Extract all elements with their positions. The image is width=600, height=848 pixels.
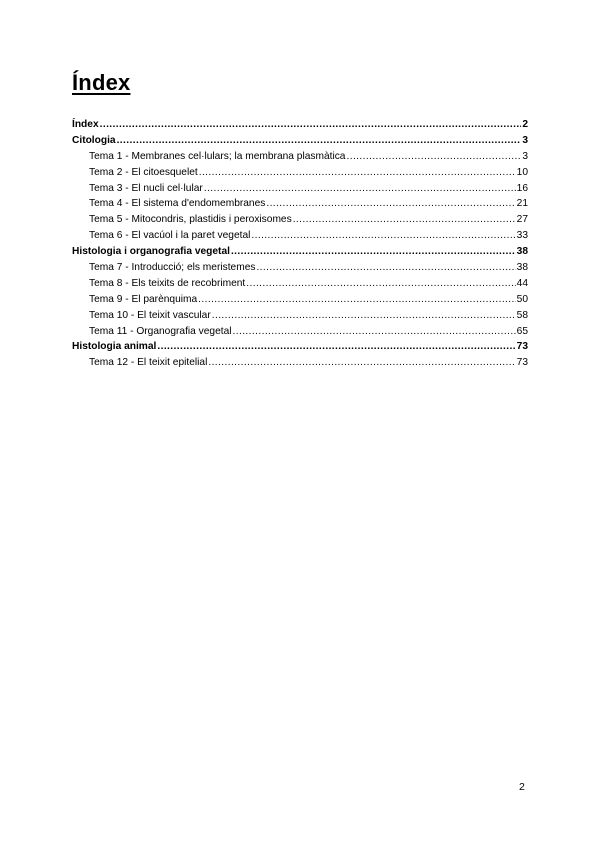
toc-entry-tema-5[interactable] xyxy=(72,212,528,228)
toc-entry-label: Tema 1 - Membranes cel·lulars; la membrana plasmàtica xyxy=(89,150,346,162)
toc-entry-tema-10[interactable] xyxy=(72,308,528,324)
toc-entry-label: Histologia animal xyxy=(72,341,157,353)
toc-entry-page: 44 xyxy=(516,277,528,289)
page-title: Índex xyxy=(72,70,131,95)
toc-entry-tema-3[interactable] xyxy=(72,181,528,197)
toc-entry-page: 73 xyxy=(516,357,528,369)
toc-leader-dots xyxy=(266,196,515,212)
toc-entry-label: Tema 9 - El parènquima xyxy=(89,293,198,305)
toc-leader-dots xyxy=(204,181,516,197)
toc-leader-dots xyxy=(251,228,515,244)
toc-entry-label: Tema 11 - Organografia vegetal xyxy=(89,325,232,337)
page-number: 2 xyxy=(519,781,525,793)
toc-entry-page: 16 xyxy=(516,182,528,194)
toc-entry-label: Tema 7 - Introducció; els meristemes xyxy=(89,262,256,274)
toc-entry-tema-7[interactable] xyxy=(72,260,528,276)
toc-entry-page: 73 xyxy=(516,341,528,353)
table-of-contents xyxy=(72,117,528,371)
toc-entry-histologia-animal[interactable] xyxy=(72,339,528,355)
toc-entry-tema-1[interactable] xyxy=(72,149,528,165)
toc-entry-label: Índex xyxy=(72,119,99,130)
toc-entry-label: Citologia xyxy=(72,134,116,146)
toc-entry-page: 58 xyxy=(516,309,528,321)
toc-entry-tema-6[interactable] xyxy=(72,228,528,244)
toc-entry-label: Tema 2 - El citoesquelet xyxy=(89,166,198,178)
toc-leader-dots xyxy=(233,324,516,340)
toc-entry-label: Tema 5 - Mitocondris, plastidis i peroxisomes xyxy=(89,214,292,226)
toc-entry-page: 33 xyxy=(516,230,528,242)
toc-entry-label: Tema 12 - El teixit epitelial xyxy=(89,357,208,369)
toc-entry-tema-9[interactable] xyxy=(72,292,528,308)
toc-leader-dots xyxy=(199,165,516,181)
toc-entry-tema-11[interactable] xyxy=(72,324,528,340)
toc-leader-dots xyxy=(117,133,522,149)
toc-entry-histologia-vegetal[interactable] xyxy=(72,244,528,260)
toc-entry-label: Tema 8 - Els teixits de recobriment xyxy=(89,277,246,289)
toc-entry-label: Tema 4 - El sistema d'endomembranes xyxy=(89,198,266,210)
toc-leader-dots xyxy=(293,212,516,228)
toc-leader-dots xyxy=(100,117,522,133)
toc-entry-label: Tema 10 - El teixit vascular xyxy=(89,309,211,321)
toc-entry-page: 65 xyxy=(516,325,528,337)
toc-leader-dots xyxy=(231,244,516,260)
toc-entry-label: Tema 6 - El vacúol i la paret vegetal xyxy=(89,230,251,242)
toc-entry-tema-4[interactable] xyxy=(72,196,528,212)
toc-entry-page: 2 xyxy=(522,119,528,130)
toc-leader-dots xyxy=(346,149,521,165)
toc-entry-label: Tema 3 - El nucli cel·lular xyxy=(89,182,203,194)
toc-entry-page: 21 xyxy=(516,198,528,210)
toc-entry-page: 38 xyxy=(516,262,528,274)
toc-leader-dots xyxy=(198,292,516,308)
toc-entry-page: 50 xyxy=(516,293,528,305)
toc-entry-citologia[interactable] xyxy=(72,133,528,149)
toc-leader-dots xyxy=(208,355,515,371)
toc-leader-dots xyxy=(157,339,515,355)
toc-leader-dots xyxy=(246,276,515,292)
toc-entry-page: 3 xyxy=(522,134,528,146)
toc-leader-dots xyxy=(256,260,515,276)
toc-entry-page: 38 xyxy=(516,246,528,258)
toc-entry-page: 10 xyxy=(516,166,528,178)
toc-entry-tema-8[interactable] xyxy=(72,276,528,292)
toc-entry-tema-2[interactable] xyxy=(72,165,528,181)
toc-entry-label: Histologia i organografia vegetal xyxy=(72,246,230,258)
toc-entry-page: 27 xyxy=(516,214,528,226)
toc-entry-index[interactable] xyxy=(72,117,528,133)
toc-leader-dots xyxy=(212,308,516,324)
toc-entry-tema-12[interactable] xyxy=(72,355,528,371)
toc-entry-page: 3 xyxy=(522,150,528,162)
